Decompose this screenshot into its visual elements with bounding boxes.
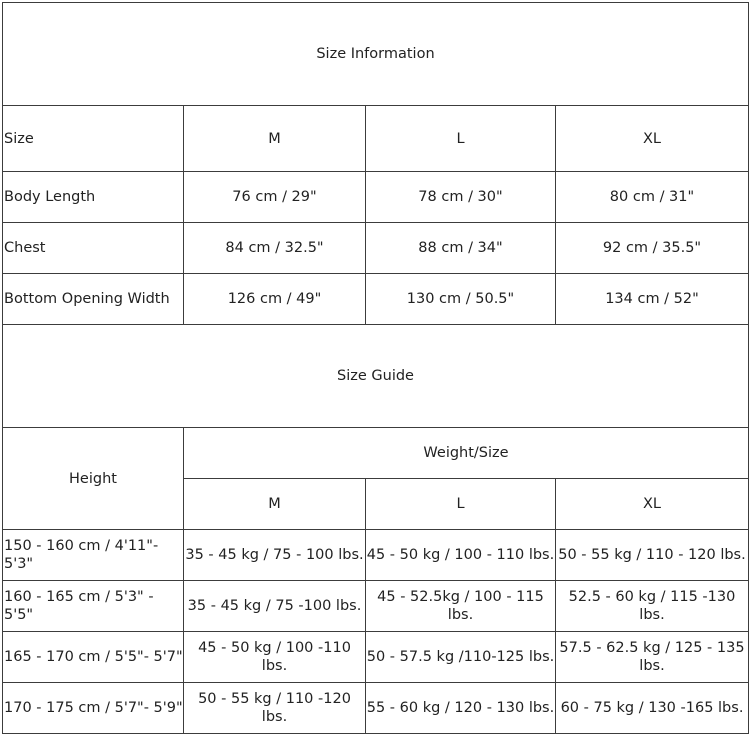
- table-row: [3, 581, 749, 632]
- size-chart-table: [2, 2, 749, 734]
- size-header-row: [3, 106, 749, 172]
- table-cell: 52.5 - 60 kg / 115 -130 lbs.: [556, 581, 749, 632]
- weight-size-header: Weight/Size: [184, 428, 749, 479]
- row-label: Bottom Opening Width: [3, 274, 184, 325]
- table-row: [3, 274, 749, 325]
- guide-header-row: [3, 428, 749, 479]
- height-cell: 170 - 175 cm / 5'7"- 5'9": [3, 683, 184, 734]
- table-cell: 78 cm / 30": [366, 172, 556, 223]
- table-cell: 50 - 55 kg / 110 -120 lbs.: [184, 683, 366, 734]
- table-row: [3, 223, 749, 274]
- height-cell: 150 - 160 cm / 4'11"- 5'3": [3, 530, 184, 581]
- guide-size-l: L: [366, 479, 556, 530]
- height-header: Height: [3, 428, 184, 530]
- table-cell: 80 cm / 31": [556, 172, 749, 223]
- size-guide-title-row: [3, 325, 749, 428]
- size-header-label: Size: [3, 106, 184, 172]
- table-cell: 76 cm / 29": [184, 172, 366, 223]
- table-cell: 45 - 50 kg / 100 - 110 lbs.: [366, 530, 556, 581]
- height-cell: 165 - 170 cm / 5'5"- 5'7": [3, 632, 184, 683]
- table-cell: 50 - 55 kg / 110 - 120 lbs.: [556, 530, 749, 581]
- table-cell: 60 - 75 kg / 130 -165 lbs.: [556, 683, 749, 734]
- size-information-title-row: [3, 3, 749, 106]
- table-cell: 126 cm / 49": [184, 274, 366, 325]
- size-header-l: L: [366, 106, 556, 172]
- table-cell: 57.5 - 62.5 kg / 125 - 135 lbs.: [556, 632, 749, 683]
- size-information-title: Size Information: [3, 3, 749, 106]
- table-row: [3, 632, 749, 683]
- size-header-m: M: [184, 106, 366, 172]
- table-cell: 130 cm / 50.5": [366, 274, 556, 325]
- table-cell: 55 - 60 kg / 120 - 130 lbs.: [366, 683, 556, 734]
- table-cell: 45 - 50 kg / 100 -110 lbs.: [184, 632, 366, 683]
- table-cell: 50 - 57.5 kg /110-125 lbs.: [366, 632, 556, 683]
- table-cell: 92 cm / 35.5": [556, 223, 749, 274]
- table-row: [3, 530, 749, 581]
- table-cell: 45 - 52.5kg / 100 - 115 lbs.: [366, 581, 556, 632]
- table-cell: 88 cm / 34": [366, 223, 556, 274]
- height-cell: 160 - 165 cm / 5'3" - 5'5": [3, 581, 184, 632]
- table-cell: 35 - 45 kg / 75 -100 lbs.: [184, 581, 366, 632]
- guide-size-m: M: [184, 479, 366, 530]
- table-row: [3, 683, 749, 734]
- size-guide-title: Size Guide: [3, 325, 749, 428]
- guide-size-xl: XL: [556, 479, 749, 530]
- table-row: [3, 172, 749, 223]
- table-cell: 84 cm / 32.5": [184, 223, 366, 274]
- row-label: Chest: [3, 223, 184, 274]
- table-cell: 35 - 45 kg / 75 - 100 lbs.: [184, 530, 366, 581]
- row-label: Body Length: [3, 172, 184, 223]
- table-cell: 134 cm / 52": [556, 274, 749, 325]
- size-header-xl: XL: [556, 106, 749, 172]
